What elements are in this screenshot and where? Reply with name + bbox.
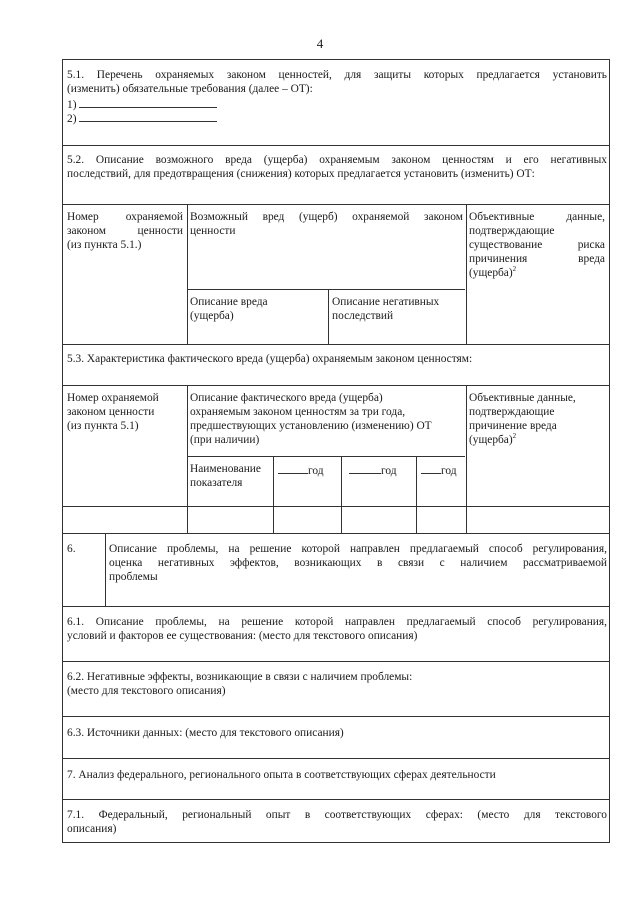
s51-item2-blank[interactable]	[79, 110, 217, 122]
s53-col3-l2: подтверждающие	[469, 406, 555, 418]
divider	[63, 606, 609, 607]
divider	[416, 456, 417, 533]
divider	[187, 289, 465, 290]
divider	[63, 145, 609, 146]
s61-line1: 6.1. Описание проблемы, на решение которой направлен предлагаемый способ регулирования,	[67, 616, 607, 628]
s6-line2: оценка негативных эффектов, возникающих в связи с наличием рассматриваемой	[109, 557, 607, 569]
year-label: год	[308, 465, 324, 477]
s53-col3-l3: причинение вреда	[469, 420, 557, 432]
s53-ind-l2: показателя	[190, 477, 243, 489]
s52-col3-l2: подтверждающие	[469, 225, 555, 237]
s53-col1-l2: законом ценности	[67, 406, 155, 418]
s52-col1-l2: законом ценности	[67, 225, 183, 237]
form-table	[62, 59, 610, 843]
s52-col3-l4: причинения вреда	[469, 253, 605, 265]
s51-line2: (изменить) обязательные требования (далее – ОТ):	[67, 83, 313, 95]
s53-col2-l4: (при наличии)	[190, 434, 260, 446]
s52-col2: Возможный вред (ущерб) охраняемой законом	[190, 211, 463, 223]
divider	[63, 506, 609, 507]
s52-line2: последствий, для предотвращения (снижения) которых предлагается установить (изменить) ОТ:	[67, 168, 535, 180]
s71-line2: описания)	[67, 823, 117, 835]
s53-col1-l1: Номер охраняемой	[67, 392, 159, 404]
s53-col2-l1: Описание фактического вреда (ущерба)	[190, 392, 383, 404]
divider	[63, 758, 609, 759]
year-blank[interactable]	[421, 462, 441, 474]
s6-line3: проблемы	[109, 571, 158, 583]
divider	[105, 533, 106, 606]
s53-col1-l3: (из пункта 5.1)	[67, 420, 139, 432]
s52-col3-l5: (ущерба)	[469, 267, 513, 279]
s62-line1: 6.2. Негативные эффекты, возникающие в связи с наличием проблемы:	[67, 671, 413, 683]
s7-line1: 7. Анализ федерального, регионального опыта в соответствующих сферах деятельности	[67, 769, 496, 781]
s52-sub2-l2: последствий	[332, 310, 394, 322]
s62-line2: (место для текстового описания)	[67, 685, 226, 697]
s63-line1: 6.3. Источники данных: (место для текстового описания)	[67, 727, 344, 739]
year-col-3[interactable]	[421, 462, 457, 478]
divider	[63, 661, 609, 662]
divider	[341, 456, 342, 533]
year-label: год	[441, 465, 457, 477]
year-col-1[interactable]	[278, 462, 324, 478]
s53-ind-l1: Наименование	[190, 463, 261, 475]
year-label: год	[381, 465, 397, 477]
s53-col3-l4-wrap	[469, 433, 516, 447]
divider	[63, 799, 609, 800]
year-blank[interactable]	[278, 462, 308, 474]
divider	[187, 385, 188, 533]
footnote-ref: 2	[512, 432, 517, 441]
divider	[63, 385, 609, 386]
s52-col3-l3: существование риска	[469, 239, 605, 251]
divider	[328, 289, 329, 344]
s51-item-2[interactable]	[67, 110, 217, 126]
divider	[273, 456, 274, 533]
s51-line1: 5.1. Перечень охраняемых законом ценностей, для защиты которых предлагается установить	[67, 69, 607, 81]
divider	[187, 456, 465, 457]
s53-title: 5.3. Характеристика фактического вреда (ущерба) охраняемым законом ценностям:	[67, 353, 473, 365]
s52-sub2-l1: Описание негативных	[332, 296, 440, 308]
divider	[466, 204, 467, 344]
divider	[63, 716, 609, 717]
s6-line1: Описание проблемы, на решение которой направлен предлагаемый способ регулирования,	[109, 543, 607, 555]
s52-col3-l1: Объективные данные,	[469, 211, 605, 223]
s52-line1: 5.2. Описание возможного вреда (ущерба) охраняемым законом ценностям и его негативных	[67, 154, 607, 166]
divider	[63, 533, 609, 534]
s53-col2-l2: охраняемым законом ценностям за три года,	[190, 406, 406, 418]
year-blank[interactable]	[349, 462, 381, 474]
s53-col3-l1: Объективные данные,	[469, 392, 576, 404]
s52-col2-l2: ценности	[190, 225, 236, 237]
divider	[63, 344, 609, 345]
s52-col1-l1: Номер охраняемой	[67, 211, 183, 223]
s6-number: 6.	[67, 543, 76, 555]
page-number: 4	[316, 36, 324, 51]
s52-sub1-l1: Описание вреда	[190, 296, 268, 308]
s61-line2: условий и факторов ее существования: (место для текстового описания)	[67, 630, 418, 642]
s51-item1-blank[interactable]	[79, 96, 217, 108]
s53-col3-l4: (ущерба)	[469, 434, 513, 446]
s52-col3-l5-wrap	[469, 266, 516, 280]
s51-item1-label: 1)	[67, 99, 77, 111]
s51-item2-label: 2)	[67, 113, 77, 125]
divider	[63, 204, 609, 205]
s71-line1: 7.1. Федеральный, региональный опыт в соответствующих сферах: (место для текстового	[67, 809, 607, 821]
footnote-ref: 2	[512, 265, 517, 274]
year-col-2[interactable]	[349, 462, 397, 478]
s52-sub1-l2: (ущерба)	[190, 310, 234, 322]
s52-col1-l3: (из пункта 5.1.)	[67, 239, 142, 251]
divider	[187, 204, 188, 344]
divider	[466, 385, 467, 533]
s53-col2-l3: предшествующих установлению (изменению) ОТ	[190, 420, 432, 432]
